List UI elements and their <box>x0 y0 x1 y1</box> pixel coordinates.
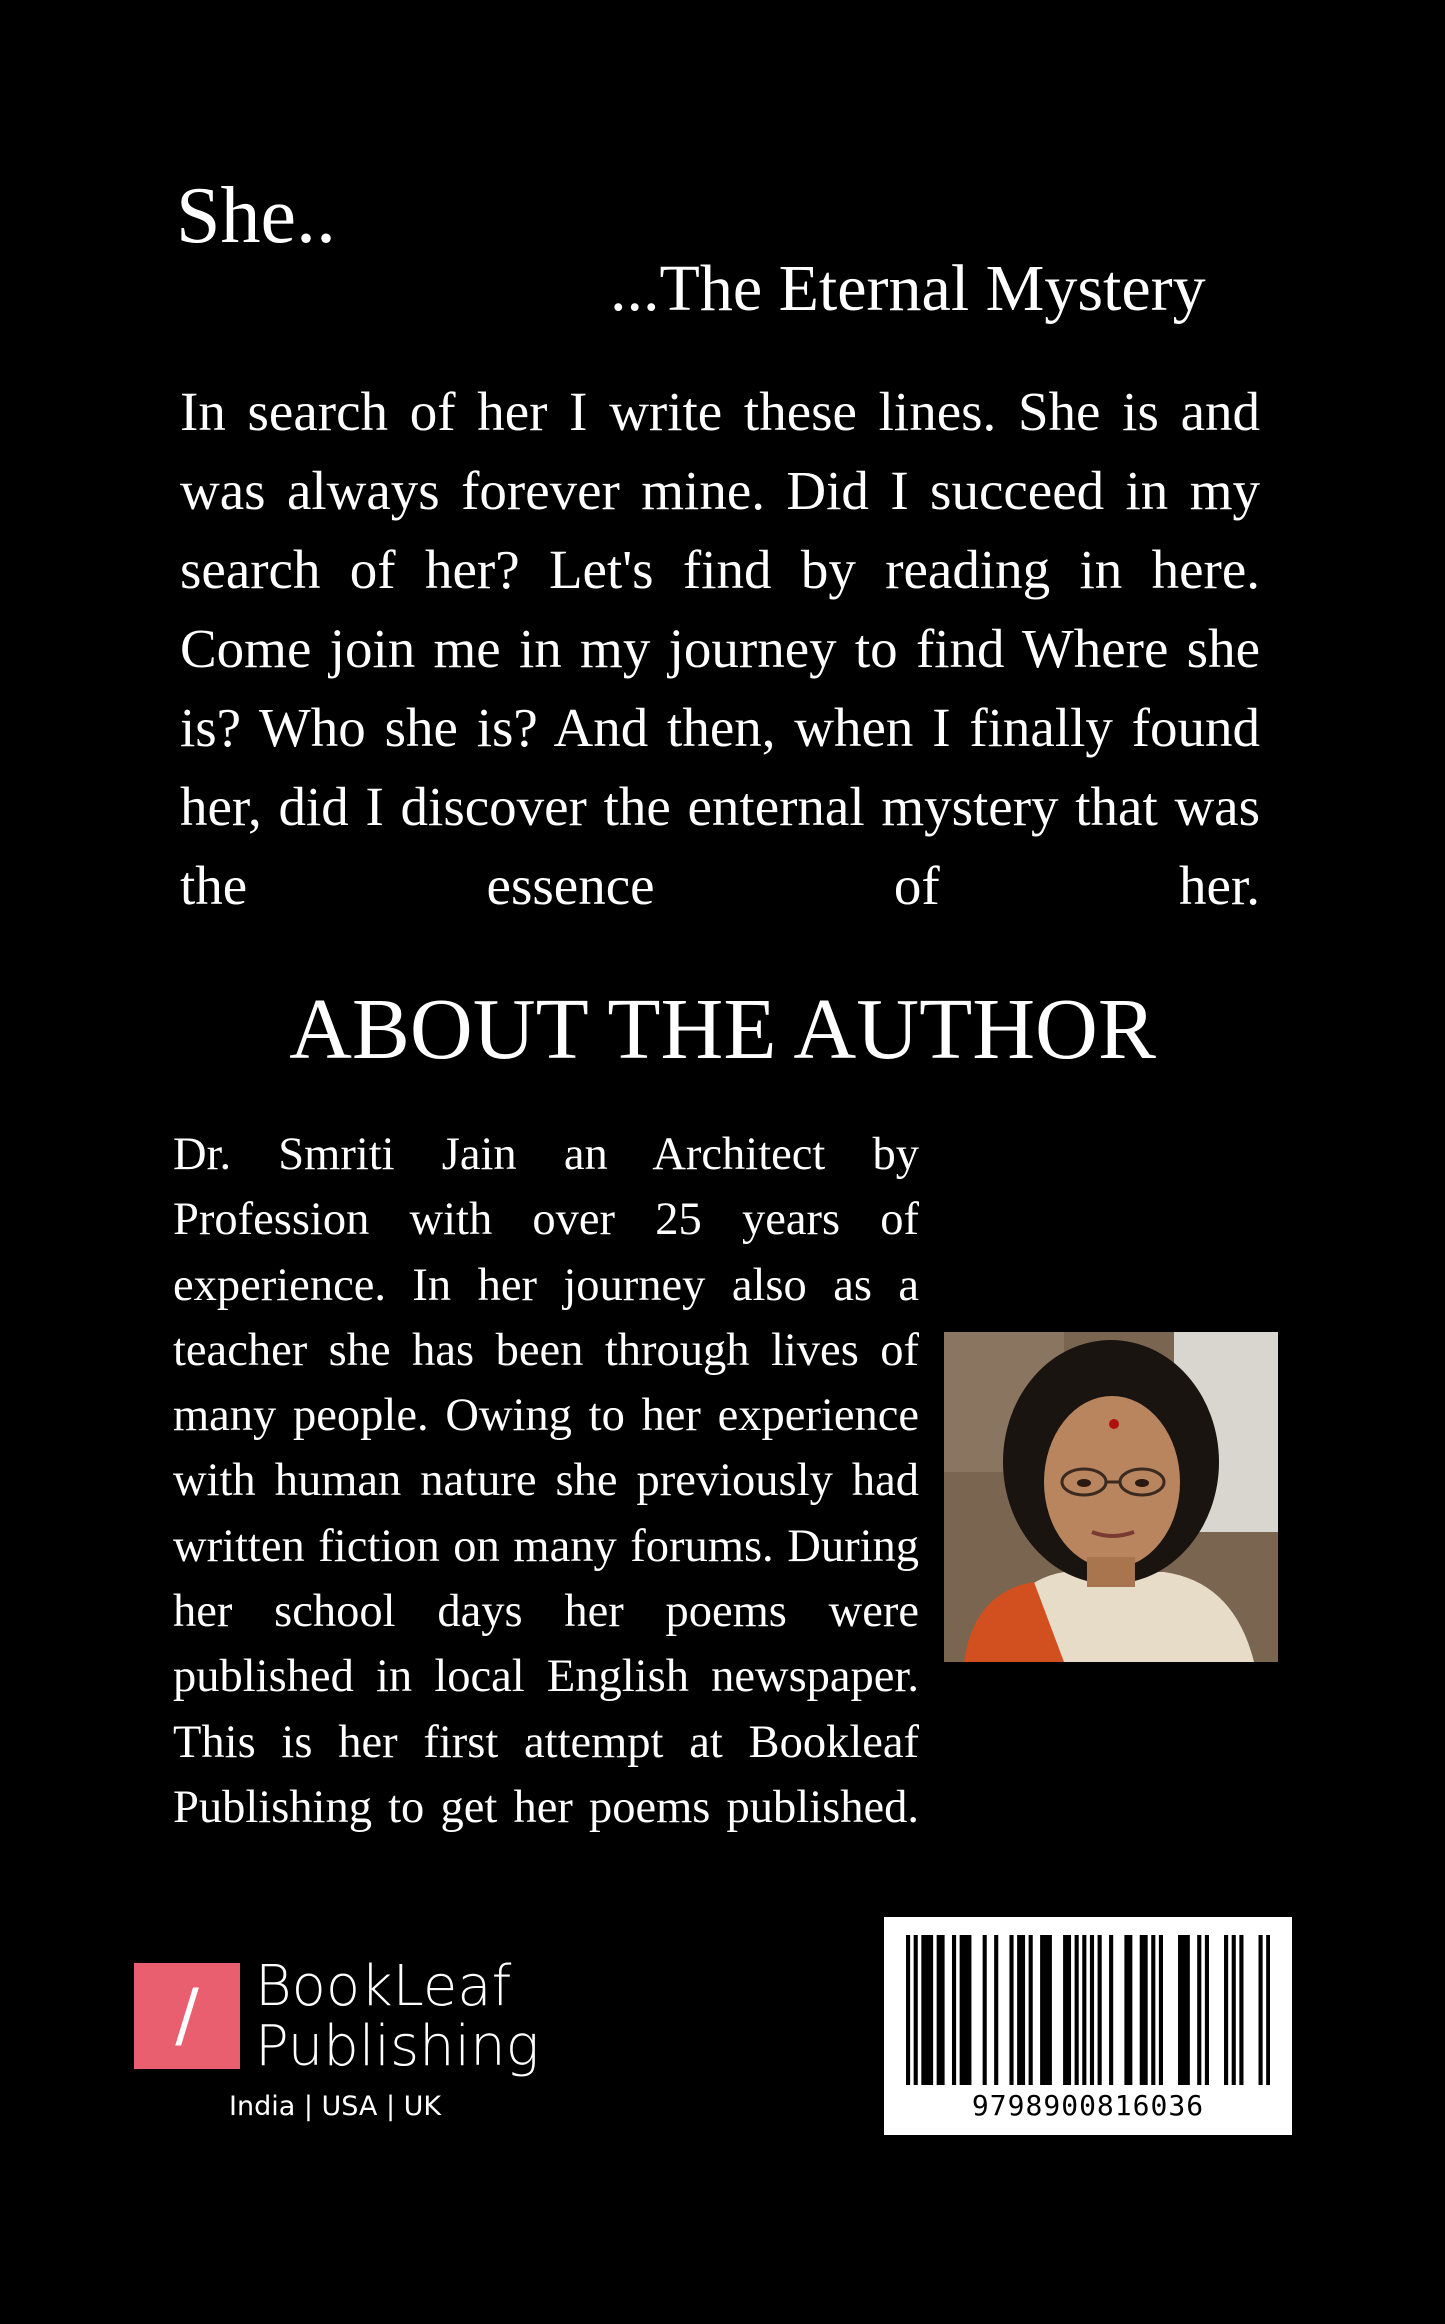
barcode-bar <box>1140 1935 1144 2085</box>
barcode-bar <box>1128 1935 1132 2085</box>
barcode-bar <box>1151 1935 1155 2085</box>
barcode-bar <box>1082 1935 1086 2085</box>
barcode-bar <box>1090 1935 1094 2085</box>
barcode-bar <box>1021 1935 1025 2085</box>
barcode-bar <box>1159 1935 1163 2085</box>
barcode-bar <box>1144 1935 1148 2085</box>
publisher-name-line2: Publishing <box>255 2014 540 2079</box>
barcode-bar <box>1205 1935 1209 2085</box>
barcode-bar <box>1182 1935 1186 2085</box>
book-blurb: In search of her I write these lines. She is and was always forever mine. Did I succeed in my search of her? Let's find by reading in here. Come join me in my journey to find Where she is? Who she is? And then, when I finally found her, did I discover the enternal mystery that was the essence of her. <box>180 381 1260 916</box>
barcode-bar <box>1124 1935 1128 2085</box>
barcode-bar <box>1067 1935 1071 2085</box>
barcode-bar <box>1029 1935 1033 2085</box>
book-subtitle: ...The Eternal Mystery <box>610 252 1206 325</box>
publisher-name <box>255 1954 540 2079</box>
barcode-bar <box>994 1935 998 2085</box>
publisher-regions: India | USA | UK <box>229 2091 442 2122</box>
barcode-bar <box>967 1935 971 2085</box>
barcode-bar <box>1178 1935 1182 2085</box>
isbn-number: 9798900816036 <box>971 2089 1205 2122</box>
barcode-bar <box>952 1935 956 2085</box>
publisher-logo-mark <box>134 1963 240 2069</box>
barcode-bar <box>1232 1935 1236 2085</box>
barcode-bar <box>906 1935 910 2085</box>
barcode-bar <box>1040 1935 1044 2085</box>
barcode-bar <box>960 1935 964 2085</box>
barcode-bars <box>906 1935 1270 2085</box>
barcode-bar <box>1044 1935 1048 2085</box>
barcode-bar <box>1109 1935 1113 2085</box>
barcode <box>884 1917 1292 2135</box>
author-photo <box>944 1332 1278 1662</box>
barcode-bar <box>925 1935 929 2085</box>
book-title: She.. <box>176 172 336 260</box>
barcode-bar <box>921 1935 925 2085</box>
barcode-bar <box>963 1935 967 2085</box>
slash-icon: / <box>175 1974 199 2056</box>
barcode-bar <box>1186 1935 1190 2085</box>
barcode-bar <box>1239 1935 1243 2085</box>
barcode-bar <box>1259 1935 1263 2085</box>
barcode-bar <box>914 1935 918 2085</box>
publisher-name-line1: BookLeaf <box>255 1954 512 2019</box>
barcode-bar <box>1224 1935 1228 2085</box>
barcode-bar <box>929 1935 933 2085</box>
author-bio: Dr. Smriti Jain an Architect by Profession with over 25 years of experience. In her journey also as a teacher she has been through lives of many people. Owing to her experience with human nature she previously had written fiction on many forums. During her school days her poems were published in local English newspaper. This is her first attempt at Bookleaf Publishing to get her poems published. <box>173 1129 919 1833</box>
barcode-bar <box>1048 1935 1052 2085</box>
barcode-bar <box>937 1935 941 2085</box>
barcode-bar <box>1098 1935 1102 2085</box>
barcode-bar <box>983 1935 987 2085</box>
barcode-bar <box>940 1935 944 2085</box>
barcode-bar <box>1197 1935 1201 2085</box>
about-author-heading: ABOUT THE AUTHOR <box>289 980 1156 1077</box>
barcode-bar <box>1266 1935 1270 2085</box>
barcode-bar <box>1075 1935 1079 2085</box>
barcode-bar <box>1063 1935 1067 2085</box>
barcode-bar <box>1009 1935 1013 2085</box>
barcode-bar <box>1017 1935 1021 2085</box>
